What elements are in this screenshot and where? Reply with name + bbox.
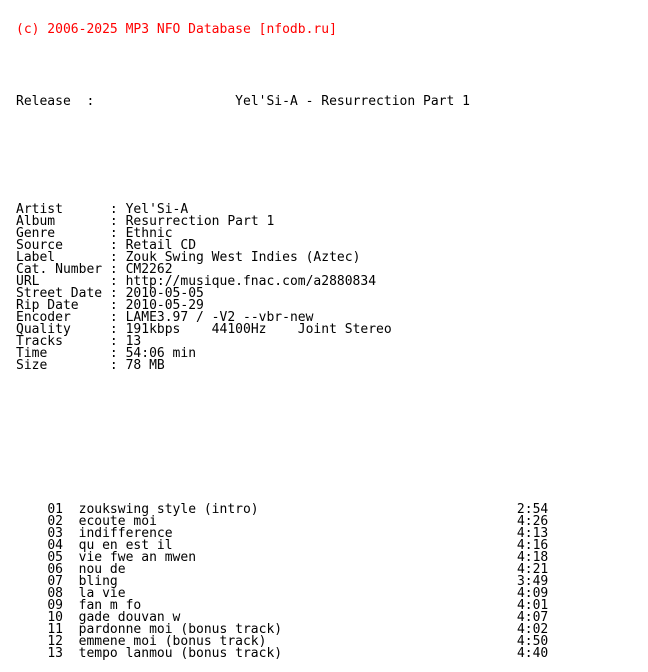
field-separator: : bbox=[55, 250, 126, 265]
track-indent bbox=[16, 646, 47, 661]
track-title: nou de bbox=[78, 562, 126, 577]
track-title: qu en est il bbox=[78, 538, 173, 553]
field-value: 191kbps 44100Hz Joint Stereo bbox=[125, 322, 392, 337]
track-time: 4:16 bbox=[516, 538, 549, 553]
field-separator: : bbox=[102, 286, 126, 301]
field-label: Street Date bbox=[16, 286, 103, 301]
track-number: 06 bbox=[47, 562, 63, 577]
spacer bbox=[16, 168, 548, 180]
field-value: 78 MB bbox=[125, 358, 165, 373]
field-value: 2010-05-05 bbox=[125, 286, 204, 301]
tracklist bbox=[16, 504, 548, 660]
track-time: 4:01 bbox=[516, 598, 549, 613]
spacer bbox=[16, 468, 548, 480]
track-number: 10 bbox=[47, 610, 63, 625]
track-time: 4:07 bbox=[516, 610, 549, 625]
track-number: 11 bbox=[47, 622, 63, 637]
track-number: 12 bbox=[47, 634, 63, 649]
track-number: 13 bbox=[47, 646, 63, 661]
track-number: 03 bbox=[47, 526, 63, 541]
field-value: 13 bbox=[125, 334, 142, 349]
track-gap bbox=[63, 646, 79, 661]
field-value: Zouk Swing West Indies (Aztec) bbox=[125, 250, 361, 265]
spacer bbox=[16, 396, 548, 408]
field-label: Label bbox=[16, 250, 56, 265]
field-label: Source bbox=[16, 238, 63, 253]
field-separator: : bbox=[62, 334, 126, 349]
track-title: fan m fo bbox=[78, 598, 142, 613]
track-number: 05 bbox=[47, 550, 63, 565]
track-title: la vie bbox=[78, 586, 126, 601]
track-number: 04 bbox=[47, 538, 63, 553]
field-separator: : bbox=[39, 274, 126, 289]
field-separator: : bbox=[78, 298, 126, 313]
field-separator: : bbox=[102, 262, 126, 277]
track-title: bling bbox=[78, 574, 118, 589]
spacer bbox=[16, 132, 548, 144]
field-label: Time bbox=[16, 346, 48, 361]
release-fields bbox=[16, 204, 548, 372]
field-label: Encoder bbox=[16, 310, 71, 325]
field-line bbox=[16, 360, 548, 372]
track-time: 4:21 bbox=[516, 562, 549, 577]
nfo-document bbox=[16, 0, 548, 672]
track-row bbox=[16, 648, 548, 660]
field-separator: : bbox=[55, 226, 126, 241]
track-title: ecoute moi bbox=[78, 514, 157, 529]
field-label: Quality bbox=[16, 322, 71, 337]
track-title: zoukswing style (intro) bbox=[78, 502, 259, 517]
field-label: Album bbox=[16, 214, 56, 229]
field-label: Genre bbox=[16, 226, 56, 241]
release-label: Release bbox=[16, 94, 71, 109]
banner-line bbox=[16, 24, 548, 36]
spacer bbox=[16, 432, 548, 444]
track-title: vie fwe an mwen bbox=[78, 550, 197, 565]
banner-text: (c) 2006-2025 MP3 NFO Database [nfodb.ru] bbox=[16, 22, 337, 37]
track-number: 07 bbox=[47, 574, 63, 589]
field-value: CM2262 bbox=[125, 262, 173, 277]
field-label: Cat. Number bbox=[16, 262, 103, 277]
field-separator: : bbox=[62, 238, 126, 253]
track-title: indifference bbox=[78, 526, 173, 541]
track-time: 4:18 bbox=[516, 550, 549, 565]
track-number: 01 bbox=[47, 502, 63, 517]
field-value: Retail CD bbox=[125, 238, 197, 253]
release-line bbox=[16, 96, 548, 108]
track-time: 4:50 bbox=[516, 634, 549, 649]
field-value: 2010-05-29 bbox=[125, 298, 204, 313]
track-time: 4:13 bbox=[516, 526, 549, 541]
release-separator: : bbox=[70, 94, 236, 109]
track-time: 2:54 bbox=[516, 502, 549, 517]
track-number: 09 bbox=[47, 598, 63, 613]
field-value: LAME3.97 / -V2 --vbr-new bbox=[125, 310, 314, 325]
track-number: 08 bbox=[47, 586, 63, 601]
track-time: 4:02 bbox=[516, 622, 549, 637]
field-separator: : bbox=[55, 214, 126, 229]
field-value: http://musique.fnac.com/a2880834 bbox=[125, 274, 377, 289]
field-label: Artist bbox=[16, 202, 63, 217]
field-label: Size bbox=[16, 358, 48, 373]
track-title: emmene moi (bonus track) bbox=[78, 634, 267, 649]
track-title: pardonne moi (bonus track) bbox=[78, 622, 283, 637]
field-separator: : bbox=[70, 322, 126, 337]
field-separator: : bbox=[62, 202, 126, 217]
spacer bbox=[16, 60, 548, 72]
track-time: 4:26 bbox=[516, 514, 549, 529]
track-time: 3:49 bbox=[516, 574, 549, 589]
field-value: Resurrection Part 1 bbox=[125, 214, 275, 229]
field-label: Tracks bbox=[16, 334, 63, 349]
track-time: 4:09 bbox=[516, 586, 549, 601]
field-value: Ethnic bbox=[125, 226, 173, 241]
field-separator: : bbox=[47, 346, 126, 361]
field-label: Rip Date bbox=[16, 298, 79, 313]
track-time: 4:40 bbox=[516, 646, 549, 661]
field-label: URL bbox=[16, 274, 40, 289]
track-title: tempo lanmou (bonus track) bbox=[78, 646, 283, 661]
field-value: 54:06 min bbox=[125, 346, 197, 361]
track-fill bbox=[282, 646, 517, 661]
field-separator: : bbox=[47, 358, 126, 373]
field-value: Yel'Si-A bbox=[125, 202, 189, 217]
track-title: gade douvan w bbox=[78, 610, 181, 625]
field-separator: : bbox=[70, 310, 126, 325]
release-value: Yel'Si-A - Resurrection Part 1 bbox=[235, 94, 470, 109]
track-number: 02 bbox=[47, 514, 63, 529]
